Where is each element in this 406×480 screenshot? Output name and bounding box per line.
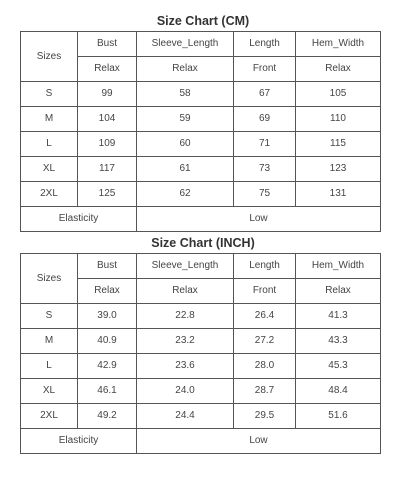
size-chart-inch-title: Size Chart (INCH) — [151, 236, 255, 250]
bust-cell: 49.2 — [78, 404, 137, 429]
hem-width-cell: 51.6 — [296, 404, 381, 429]
elasticity-row — [21, 429, 381, 454]
table-row — [21, 404, 381, 429]
hem-width-header: Hem_Width — [296, 254, 381, 279]
hem-width-cell: 131 — [296, 182, 381, 207]
size-cell: XL — [21, 379, 78, 404]
length-cell: 73 — [234, 157, 296, 182]
size-cell: M — [21, 329, 78, 354]
length-cell: 27.2 — [234, 329, 296, 354]
bust-subheader: Relax — [78, 57, 137, 82]
table-row — [21, 132, 381, 157]
size-cell: L — [21, 132, 78, 157]
hem-width-cell: 48.4 — [296, 379, 381, 404]
table-row — [21, 354, 381, 379]
sleeve-length-cell: 60 — [137, 132, 234, 157]
length-cell: 28.7 — [234, 379, 296, 404]
sleeve-length-cell: 24.4 — [137, 404, 234, 429]
elasticity-value: Low — [137, 207, 381, 232]
table-row — [21, 304, 381, 329]
sleeve-length-subheader: Relax — [137, 57, 234, 82]
elasticity-row — [21, 207, 381, 232]
length-cell: 69 — [234, 107, 296, 132]
length-header: Length — [234, 32, 296, 57]
bust-header: Bust — [78, 254, 137, 279]
hem-width-cell: 110 — [296, 107, 381, 132]
bust-header: Bust — [78, 32, 137, 57]
bust-cell: 125 — [78, 182, 137, 207]
size-cell: L — [21, 354, 78, 379]
bust-cell: 104 — [78, 107, 137, 132]
bust-cell: 42.9 — [78, 354, 137, 379]
sleeve-length-subheader: Relax — [137, 279, 234, 304]
sizes-header: Sizes — [21, 254, 78, 304]
hem-width-cell: 115 — [296, 132, 381, 157]
sleeve-length-cell: 59 — [137, 107, 234, 132]
hem-width-cell: 105 — [296, 82, 381, 107]
sleeve-length-header: Sleeve_Length — [137, 32, 234, 57]
size-cell: S — [21, 82, 78, 107]
elasticity-label: Elasticity — [21, 429, 137, 454]
table-row — [21, 182, 381, 207]
sleeve-length-cell: 61 — [137, 157, 234, 182]
header-row — [21, 32, 381, 57]
bust-cell: 40.9 — [78, 329, 137, 354]
length-subheader: Front — [234, 279, 296, 304]
header-row — [21, 254, 381, 279]
hem-width-subheader: Relax — [296, 279, 381, 304]
table-row — [21, 107, 381, 132]
table-row — [21, 379, 381, 404]
length-cell: 71 — [234, 132, 296, 157]
table-row — [21, 329, 381, 354]
sleeve-length-header: Sleeve_Length — [137, 254, 234, 279]
size-cell: 2XL — [21, 182, 78, 207]
hem-width-cell: 43.3 — [296, 329, 381, 354]
sleeve-length-cell: 23.2 — [137, 329, 234, 354]
sleeve-length-cell: 22.8 — [137, 304, 234, 329]
size-cell: S — [21, 304, 78, 329]
bust-cell: 39.0 — [78, 304, 137, 329]
hem-width-cell: 123 — [296, 157, 381, 182]
sizes-header: Sizes — [21, 32, 78, 82]
length-cell: 67 — [234, 82, 296, 107]
sleeve-length-cell: 23.6 — [137, 354, 234, 379]
bust-cell: 117 — [78, 157, 137, 182]
length-header: Length — [234, 254, 296, 279]
length-cell: 75 — [234, 182, 296, 207]
bust-subheader: Relax — [78, 279, 137, 304]
size-cell: 2XL — [21, 404, 78, 429]
bust-cell: 99 — [78, 82, 137, 107]
hem-width-cell: 41.3 — [296, 304, 381, 329]
table-row — [21, 157, 381, 182]
hem-width-subheader: Relax — [296, 57, 381, 82]
sleeve-length-cell: 58 — [137, 82, 234, 107]
size-cell: M — [21, 107, 78, 132]
hem-width-cell: 45.3 — [296, 354, 381, 379]
size-chart-cm-table — [20, 31, 381, 232]
hem-width-header: Hem_Width — [296, 32, 381, 57]
length-cell: 28.0 — [234, 354, 296, 379]
bust-cell: 46.1 — [78, 379, 137, 404]
sleeve-length-cell: 62 — [137, 182, 234, 207]
bust-cell: 109 — [78, 132, 137, 157]
size-chart-cm-title: Size Chart (CM) — [156, 14, 250, 28]
length-subheader: Front — [234, 57, 296, 82]
elasticity-label: Elasticity — [21, 207, 137, 232]
length-cell: 26.4 — [234, 304, 296, 329]
table-row — [21, 82, 381, 107]
size-chart-inch-table — [20, 253, 381, 454]
sleeve-length-cell: 24.0 — [137, 379, 234, 404]
elasticity-value: Low — [137, 429, 381, 454]
length-cell: 29.5 — [234, 404, 296, 429]
size-cell: XL — [21, 157, 78, 182]
